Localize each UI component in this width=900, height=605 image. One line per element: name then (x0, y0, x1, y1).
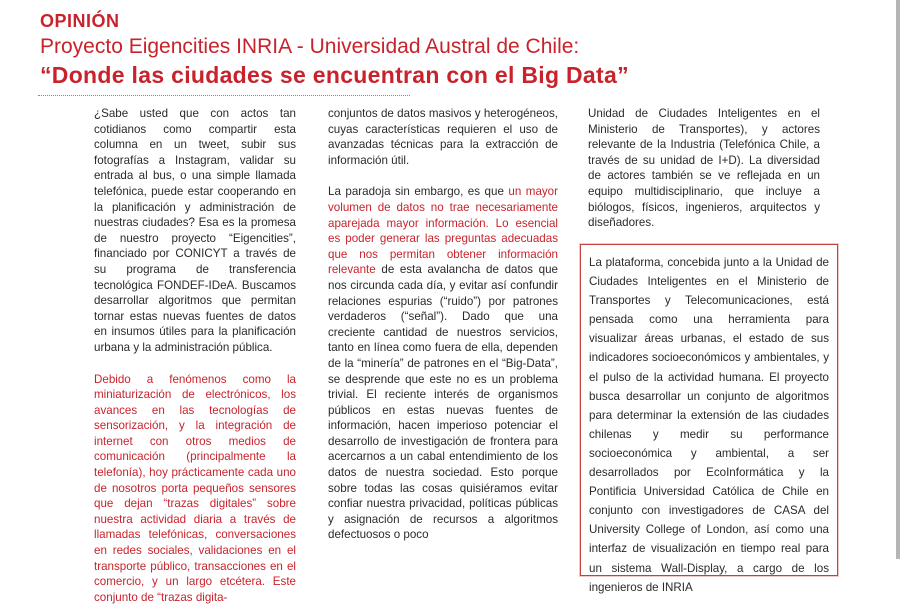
paragraph: ¿Sabe usted que con actos tan cotidianos como compartir esta columna en un tweet, subir sus fotografías a Instagram, validar su entrada al bus, o una simple llamada telefónica, puede estar cooperando en la planificación y administración de nuestras ciudades? Esa es la promesa de nuestro proyecto “Eigencities”, financiado por CONICYT a través de su programa de transferencia tecnológica FONDEF-IDeA. Buscamos desarrollar algoritmos que permitan tornar estas nuevas fuentes de datos en insumos útiles para la planificación urbana y la administración pública. (94, 106, 296, 356)
article-subtitle: Proyecto Eigencities INRIA - Universidad Austral de Chile: (40, 34, 880, 60)
paragraph-rest: de esta avalancha de datos que nos circunda cada día, y evitar así confundir relaciones espurias (“ruido”) por patrones verdaderos (“señal”). Dado que una creciente cantidad de nuestros servicios, tanto en línea como fuera de ella, dependen de la “minería” de patrones en el “Big-Data”, se desprende que este no es un problema trivial. El reciente interés de organismos públicos en estas nuevas fuentes de información, hacen imperioso potenciar el desarrollo de investigación de frontera para acercarnos a un cabal entendimiento de los datos de nuestra sociedad. Esto porque sobre todas las cosas quisiéramos evitar confiar nuestra privacidad, políticas públicas y asignación de recursos a algoritmos defectuosos o poco (328, 263, 558, 541)
text-column-1 (94, 106, 296, 605)
sidebar-box (580, 244, 838, 576)
sidebar-box-text: La plataforma, concebida junto a la Unidad de Ciudades Inteligentes en el Ministerio de Transportes y Telecomunicaciones, está pensada como una herramienta para visualizar áreas urbanas, el estado de sus indicadores socioeconómicos y ambientales, y el pulso de la actividad humana. El proyecto busca desarrollar un conjunto de algoritmos para determinar la extensión de las ciudades chilenas y medir su performance socioeconómica y ambiental, a ser desarrollados por EcoInformática y la Pontificia Universidad Católica de Chile en conjunto con investigadores de CASA del University College of London, así como una interfaz de visualización en tiempo real para un sistema Wall-Display, a cargo de los ingenieros de INRIA (589, 253, 829, 597)
header-divider (38, 95, 410, 96)
page-edge (896, 0, 900, 559)
paragraph-intro: La paradoja sin embargo, es que (328, 185, 508, 198)
section-label: OPINIÓN (40, 9, 880, 33)
highlighted-paragraph: Debido a fenómenos como la miniaturización de electrónicos, los avances en las tecnologías de sensorización, y la integración de internet con otros medios de comunicación (principalmente la telefonía), hoy prácticamente cada uno de nosotros porta pequeños sensores que dejan “trazas digitales” sobre nuestra actividad diaria a través de llamadas telefónicas, conversaciones en redes sociales, validaciones en el transporte público, transacciones en el comercio, y un largo etcétera. Este conjunto de “trazas digita- (94, 372, 296, 605)
paragraph: conjuntos de datos masivos y heterogéneos, cuyas características requieren el uso de avanzadas técnicas para la extracción de información útil. (328, 106, 558, 168)
highlighted-text: un mayor volumen de datos no trae necesariamente aparejada mayor información. Lo esencial es poder generar las preguntas adecuadas que nos permitan obtener información relevante (328, 185, 558, 276)
article-headline: “Donde las ciudades se encuentran con el Big Data” (40, 60, 880, 90)
text-column-3 (588, 106, 820, 231)
paragraph: Unidad de Ciudades Inteligentes en el Ministerio de Transportes), y actores relevante de la Industria (Telefónica Chile, a través de su unidad de I+D). La diversidad de actores también se ve reflejada en un equipo multidisciplinario, que incluye a biólogos, físicos, ingenieros, arquitectos y diseñadores. (588, 106, 820, 231)
article-header (40, 9, 880, 90)
paragraph (328, 184, 558, 543)
text-column-2 (328, 106, 558, 543)
